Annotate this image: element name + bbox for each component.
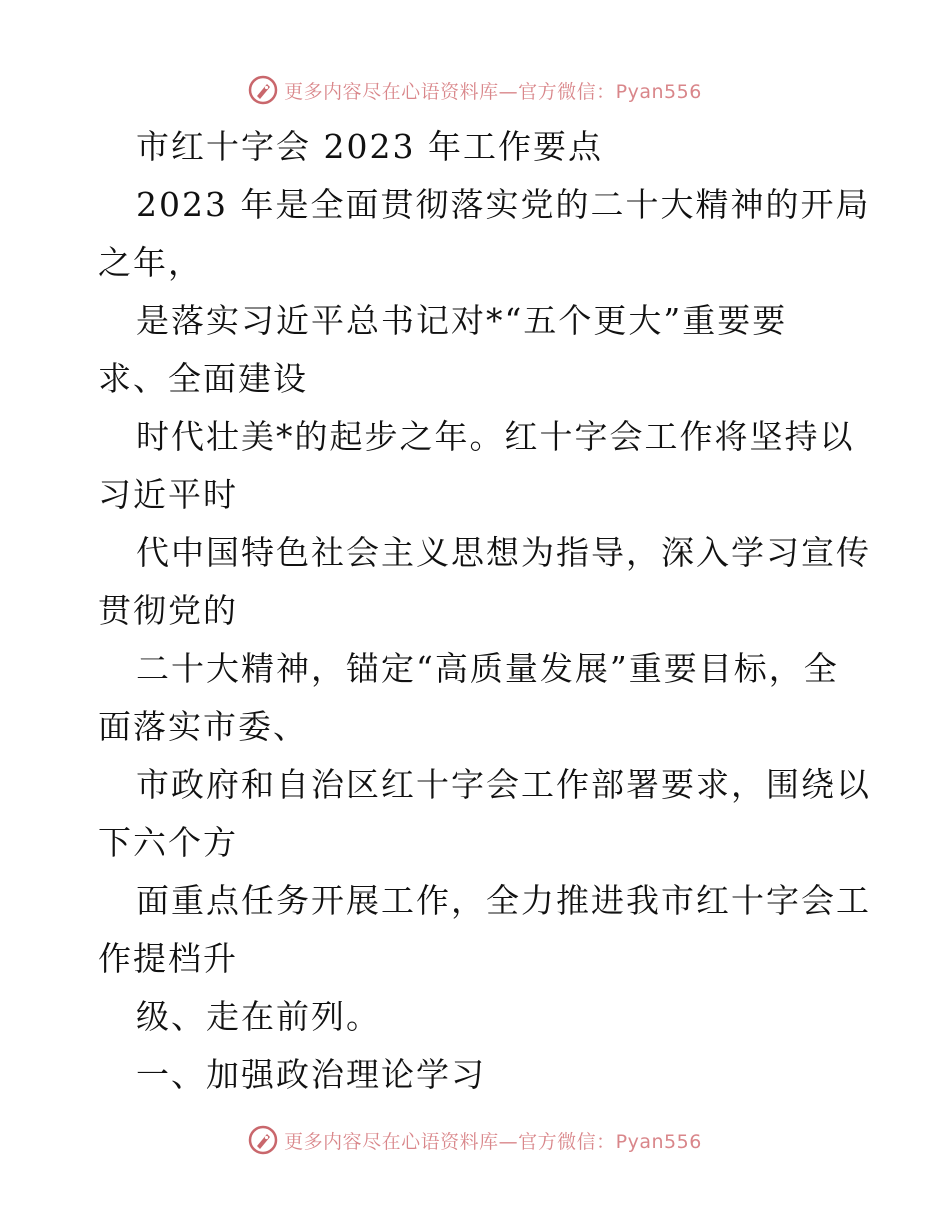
footer-watermark [0,1120,950,1160]
text-line: 一、加强政治理论学习 [136,1055,486,1094]
pen-nib-logo-icon [248,75,278,105]
text-line: 习近平时 [98,475,238,514]
document-title: 市红十字会 2023 年工作要点 [136,127,603,166]
text-line: 2023 年是全面贯彻落实党的二十大精神的开局 [136,185,871,224]
text-line: 作提档升 [98,939,238,978]
watermark-text: 更多内容尽在心语资料库—官方微信：Pyan556 [284,1130,702,1153]
text-line: 级、走在前列。 [136,997,381,1036]
text-line: 市政府和自治区红十字会工作部署要求，围绕以 [136,765,871,804]
text-line: 之年， [98,243,203,282]
text-line: 是落实习近平总书记对*“五个更大”重要要 [136,301,788,340]
text-line: 面落实市委、 [98,707,308,746]
pen-nib-logo-icon [248,1125,278,1155]
text-line: 二十大精神，锚定“高质量发展”重要目标，全 [136,649,839,688]
text-line: 时代壮美*的起步之年。红十字会工作将坚持以 [136,417,855,456]
text-line: 面重点任务开展工作，全力推进我市红十字会工 [136,881,871,920]
text-line: 下六个方 [98,823,238,862]
header-watermark [0,70,950,110]
text-line: 代中国特色社会主义思想为指导，深入学习宣传 [136,533,871,572]
text-line: 求、全面建设 [98,359,308,398]
document-body [98,118,871,1104]
text-line: 贯彻党的 [98,591,238,630]
watermark-text: 更多内容尽在心语资料库—官方微信：Pyan556 [284,80,702,103]
